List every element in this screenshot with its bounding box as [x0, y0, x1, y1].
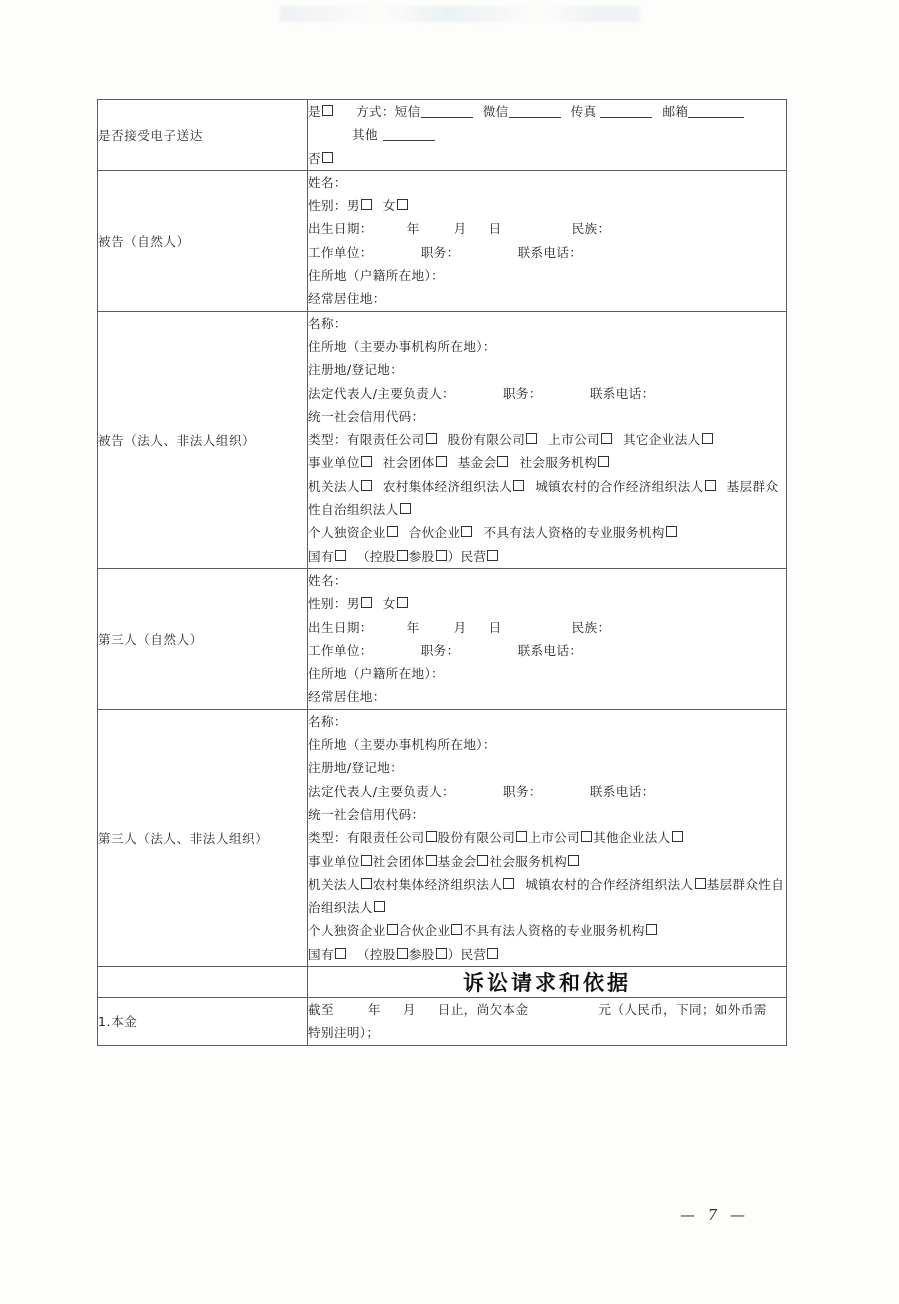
folio-dash-right: —: [730, 1206, 750, 1224]
third-party-birth-month: 月: [453, 619, 467, 635]
table-row-section-heading: [98, 966, 787, 997]
folio-dash-left: —: [679, 1206, 699, 1224]
principal-asof-label: 截至: [308, 1001, 334, 1017]
principal-day-owed: 日止，尚欠本金: [437, 1001, 529, 1017]
type-option-checkbox[interactable]: [705, 480, 716, 491]
section-heading-title: 诉讼请求和依据: [308, 966, 787, 997]
principal-month: 月: [402, 1001, 416, 1017]
type-option-checkbox[interactable]: [568, 855, 579, 866]
type-option-label: 有限责任公司: [346, 830, 425, 846]
e-service-fax-label: 传真: [570, 104, 597, 119]
type-option-label: 基金会: [437, 853, 477, 869]
principal-unit-note: 元（人民币，下同；如外币需: [598, 1001, 767, 1017]
table-row-defendant-legal: [98, 311, 787, 568]
scan-artifact: [280, 6, 640, 22]
third-party-gender-male-checkbox[interactable]: [361, 597, 372, 608]
type-option-label: 农村集体经济组织法人: [382, 478, 513, 494]
e-service-yes-checkbox[interactable]: [322, 105, 333, 116]
defendant-position-label: 职务：: [420, 244, 460, 260]
type-option-checkbox[interactable]: [503, 878, 514, 889]
type-option-checkbox[interactable]: [497, 456, 508, 467]
type-option-checkbox[interactable]: [695, 878, 706, 889]
third-party-birth-year: 年: [406, 619, 420, 635]
e-service-method-label: 方式：: [355, 104, 395, 119]
defendant-domicile-label: 住所地（户籍所在地）：: [308, 268, 445, 284]
defendant-birth-label: 出生日期：: [308, 221, 373, 237]
type-option-checkbox[interactable]: [387, 924, 398, 935]
third-party-legal-type-label: 类型：: [308, 830, 347, 846]
ownership-paren-close: ）: [447, 946, 461, 962]
type-option-checkbox[interactable]: [374, 901, 385, 912]
e-service-wechat-label: 微信: [482, 104, 509, 119]
type-option-label: 上市公司: [528, 830, 580, 846]
third-party-gender-label: 性别：: [308, 596, 347, 612]
ownership-shareholding-label: 参股: [408, 548, 435, 564]
third-party-legal-rep-label: 法定代表人/主要负责人：: [308, 783, 455, 799]
ownership-shareholding-label: 参股: [408, 946, 435, 962]
third-party-legal-registration-label: 注册地/登记地：: [308, 760, 404, 776]
type-option-label: 股份有限公司: [447, 432, 526, 448]
type-option-checkbox[interactable]: [387, 526, 398, 537]
principal-special-note: 特别注明）；: [308, 1025, 380, 1041]
third-party-name-label: 姓名：: [308, 572, 347, 588]
defendant-legal-domicile-label: 住所地（主要办事机构所在地）：: [308, 338, 496, 354]
ownership-paren-close: ）: [447, 548, 461, 564]
table-row-principal: [98, 997, 787, 1045]
type-option-label: 基金会: [457, 455, 497, 471]
e-service-email-input[interactable]: [688, 105, 744, 118]
defendant-phone-label: 联系电话：: [517, 244, 583, 260]
third-party-birth-label: 出生日期：: [308, 619, 373, 635]
row-label-defendant-legal: 被告（法人、非法人组织）: [98, 311, 308, 568]
type-option-label: 农村集体经济组织法人: [372, 876, 503, 892]
ownership-holding-label: 控股: [369, 548, 396, 564]
ownership-paren-open: （: [356, 548, 370, 564]
ownership-private-label: 民营: [460, 548, 487, 564]
ownership-state-label: 国有: [308, 548, 334, 564]
defendant-legal-registration-label: 注册地/登记地：: [308, 362, 404, 378]
defendant-legal-credit-code-label: 统一社会信用代码：: [308, 408, 425, 424]
e-service-email-label: 邮箱: [662, 104, 689, 119]
type-option-checkbox[interactable]: [426, 855, 437, 866]
third-party-gender-female-label: 女: [382, 596, 396, 612]
ownership-shareholding-checkbox[interactable]: [436, 948, 447, 959]
ownership-holding-checkbox[interactable]: [397, 948, 408, 959]
principal-year: 年: [367, 1001, 381, 1017]
row-label-third-party-legal: 第三人（法人、非法人组织）: [98, 709, 308, 966]
table-row-third-party-legal: [98, 709, 787, 966]
row-value-electronic-service: [308, 100, 787, 171]
ownership-state-label: 国有: [308, 946, 334, 962]
defendant-legal-type-label: 类型：: [308, 432, 347, 448]
ownership-holding-label: 控股: [369, 946, 396, 962]
row-label-third-party-natural: 第三人（自然人）: [98, 568, 308, 709]
defendant-work-unit-label: 工作单位：: [308, 244, 373, 260]
e-service-no-label: 否: [308, 150, 321, 166]
defendant-legal-name-label: 名称：: [308, 315, 347, 331]
e-service-sms-label: 短信: [394, 104, 421, 119]
e-service-sms-input[interactable]: [421, 105, 473, 118]
row-value-third-party-legal: [308, 709, 787, 966]
type-option-label: 城镇农村的合作经济组织法人: [535, 478, 704, 494]
type-option-checkbox[interactable]: [361, 456, 372, 467]
type-option-label: 股份有限公司: [437, 830, 516, 846]
type-option-label: 不具有法人资格的专业服务机构: [483, 525, 665, 541]
defendant-legal-position-label: 职务：: [502, 385, 542, 401]
type-option-checkbox[interactable]: [477, 855, 488, 866]
type-option-checkbox[interactable]: [451, 924, 462, 935]
row-value-defendant-natural: [308, 170, 787, 311]
third-party-legal-phone-label: 联系电话：: [589, 783, 655, 799]
third-party-legal-credit-code-label: 统一社会信用代码：: [308, 806, 425, 822]
defendant-ethnicity-label: 民族：: [571, 221, 611, 237]
type-option-label: 事业单位: [308, 853, 360, 869]
litigation-party-form: [97, 99, 787, 1046]
type-option-checkbox[interactable]: [513, 480, 524, 491]
type-option-label: 城镇农村的合作经济组织法人: [525, 876, 694, 892]
ownership-private-checkbox[interactable]: [487, 948, 498, 959]
type-option-label: 基层群众性自治组织法人: [308, 478, 779, 518]
section-heading-left-spacer: [98, 966, 308, 997]
table-row-third-party-natural: [98, 568, 787, 709]
type-option-checkbox[interactable]: [672, 831, 683, 842]
ownership-state-checkbox[interactable]: [335, 550, 346, 561]
defendant-birth-month: 月: [453, 221, 467, 237]
type-option-checkbox[interactable]: [526, 433, 537, 444]
third-party-birth-day: 日: [488, 619, 502, 635]
row-value-defendant-legal: [308, 311, 787, 568]
type-option-checkbox[interactable]: [666, 526, 677, 537]
type-option-label: 合伙企业: [408, 525, 461, 541]
type-option-checkbox[interactable]: [461, 526, 472, 537]
type-option-label: 基层群众性自治组织法人: [308, 876, 785, 916]
ownership-holding-checkbox[interactable]: [397, 550, 408, 561]
type-option-checkbox[interactable]: [601, 433, 612, 444]
type-option-label: 社会团体: [382, 455, 435, 471]
defendant-legal-phone-label: 联系电话：: [589, 385, 655, 401]
defendant-birth-day: 日: [488, 221, 502, 237]
type-option-checkbox[interactable]: [400, 503, 411, 514]
type-option-label: 有限责任公司: [346, 432, 425, 448]
type-option-checkbox[interactable]: [436, 456, 447, 467]
type-option-label: 事业单位: [308, 455, 360, 471]
type-option-label: 个人独资企业: [308, 923, 386, 939]
e-service-yes-label: 是: [308, 104, 321, 119]
third-party-habitual-residence-label: 经常居住地：: [308, 689, 386, 705]
row-value-principal: [308, 997, 787, 1045]
defendant-name-label: 姓名：: [308, 174, 347, 190]
type-option-checkbox[interactable]: [361, 480, 372, 491]
page-footer: [0, 1206, 899, 1224]
third-party-legal-name-label: 名称：: [308, 713, 347, 729]
third-party-ethnicity-label: 民族：: [571, 619, 611, 635]
table-row-defendant-natural: [98, 170, 787, 311]
ownership-private-label: 民营: [460, 946, 487, 962]
type-option-label: 社会服务机构: [519, 455, 598, 471]
e-service-other-input[interactable]: [383, 128, 435, 141]
type-option-checkbox[interactable]: [598, 456, 609, 467]
type-option-checkbox[interactable]: [361, 855, 372, 866]
third-party-gender-female-checkbox[interactable]: [397, 597, 408, 608]
third-party-domicile-label: 住所地（户籍所在地）：: [308, 666, 445, 682]
third-party-legal-position-label: 职务：: [502, 783, 542, 799]
type-option-label: 社会服务机构: [489, 853, 568, 869]
type-option-checkbox[interactable]: [516, 831, 527, 842]
ownership-shareholding-checkbox[interactable]: [436, 550, 447, 561]
third-party-position-label: 职务：: [420, 642, 460, 658]
e-service-fax-input[interactable]: [600, 105, 652, 118]
third-party-work-unit-label: 工作单位：: [308, 642, 373, 658]
e-service-no-checkbox[interactable]: [322, 152, 333, 163]
defendant-birth-year: 年: [406, 221, 420, 237]
defendant-gender-male-label: 男: [346, 198, 360, 214]
ownership-paren-open: （: [356, 946, 370, 962]
type-option-checkbox[interactable]: [702, 433, 713, 444]
type-option-label: 上市公司: [548, 432, 600, 448]
defendant-habitual-residence-label: 经常居住地：: [308, 291, 386, 307]
table-row-electronic-service: [98, 100, 787, 171]
type-option-checkbox[interactable]: [426, 433, 437, 444]
defendant-gender-male-checkbox[interactable]: [361, 199, 372, 210]
type-option-label: 其他企业法人: [592, 830, 671, 846]
defendant-gender-label: 性别：: [308, 198, 347, 214]
defendant-legal-rep-label: 法定代表人/主要负责人：: [308, 385, 455, 401]
type-option-label: 其它企业法人: [622, 432, 701, 448]
row-label-defendant-natural: 被告（自然人）: [98, 170, 308, 311]
type-option-checkbox[interactable]: [361, 878, 372, 889]
third-party-phone-label: 联系电话：: [517, 642, 583, 658]
type-option-checkbox[interactable]: [581, 831, 592, 842]
e-service-wechat-input[interactable]: [509, 105, 561, 118]
ownership-private-checkbox[interactable]: [487, 550, 498, 561]
type-option-label: 合伙企业: [398, 923, 451, 939]
type-option-label: 个人独资企业: [308, 525, 386, 541]
type-option-label: 机关法人: [308, 478, 360, 494]
page-number: 7: [707, 1206, 722, 1224]
third-party-gender-male-label: 男: [346, 596, 360, 612]
defendant-gender-female-checkbox[interactable]: [397, 199, 408, 210]
type-option-label: 不具有法人资格的专业服务机构: [463, 923, 645, 939]
third-party-legal-domicile-label: 住所地（主要办事机构所在地）：: [308, 737, 496, 753]
row-label-principal: 1.本金: [98, 997, 308, 1045]
row-value-third-party-natural: [308, 568, 787, 709]
row-label-electronic-service: 是否接受电子送达: [98, 100, 308, 171]
type-option-label: 机关法人: [308, 876, 360, 892]
e-service-other-label: 其他: [352, 127, 378, 143]
type-option-label: 社会团体: [372, 853, 425, 869]
defendant-gender-female-label: 女: [382, 198, 396, 214]
type-option-checkbox[interactable]: [426, 831, 437, 842]
ownership-state-checkbox[interactable]: [335, 948, 346, 959]
type-option-checkbox[interactable]: [646, 924, 657, 935]
